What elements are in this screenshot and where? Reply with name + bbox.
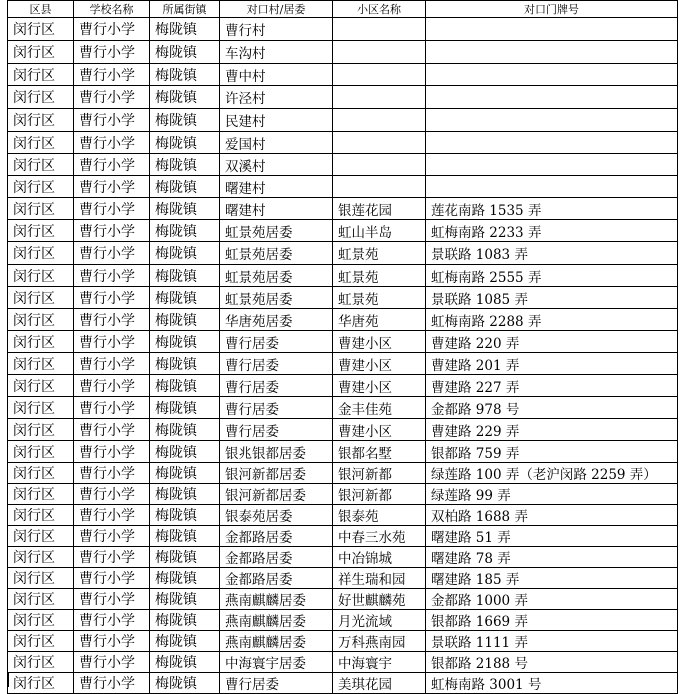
- cell-house-number: 曹建路 229 弄: [426, 419, 678, 441]
- cell-school-name: 曹行小学: [74, 176, 150, 198]
- cell-house-number: 曙建路 78 弄: [426, 547, 678, 568]
- cell-house-number: [426, 154, 678, 176]
- cell-school-name: 曹行小学: [74, 463, 150, 484]
- cell-school-name: 曹行小学: [74, 64, 150, 86]
- cell-street-town: 梅陇镇: [150, 652, 220, 673]
- cell-house-number: 虹梅南路 2555 弄: [426, 265, 678, 287]
- cell-street-town: 梅陇镇: [150, 397, 220, 419]
- table-row: [8, 589, 678, 610]
- header-school-name: 学校名称: [74, 1, 150, 18]
- table-row: [8, 419, 678, 441]
- cell-village-committee: 车沟村: [220, 41, 333, 64]
- table-row: [8, 287, 678, 309]
- school-district-table: [7, 0, 678, 694]
- cell-street-town: 梅陇镇: [150, 242, 220, 265]
- cell-street-town: 梅陇镇: [150, 375, 220, 397]
- cell-house-number: 曹建路 227 弄: [426, 375, 678, 397]
- table-row: [8, 265, 678, 287]
- cell-house-number: 银都路 2188 号: [426, 652, 678, 673]
- cell-village-committee: 曹行居委: [220, 375, 333, 397]
- table-row: [8, 353, 678, 375]
- cell-community-name: [333, 109, 426, 132]
- header-district: 区县: [8, 1, 74, 18]
- cell-house-number: 虹梅南路 2233 弄: [426, 220, 678, 242]
- cell-community-name: [333, 18, 426, 41]
- cell-district: 闵行区: [8, 18, 74, 41]
- table-row: [8, 242, 678, 265]
- cell-school-name: 曹行小学: [74, 397, 150, 419]
- cell-district: 闵行区: [8, 86, 74, 109]
- cell-village-committee: 双溪村: [220, 154, 333, 176]
- cell-school-name: 曹行小学: [74, 109, 150, 132]
- table-row: [8, 86, 678, 109]
- table-row: [8, 154, 678, 176]
- cell-house-number: 双柏路 1688 弄: [426, 505, 678, 526]
- cell-village-committee: 银泰苑居委: [220, 505, 333, 526]
- cell-village-committee: 燕南麒麟居委: [220, 631, 333, 652]
- cell-district: 闵行区: [8, 652, 74, 673]
- table-row: [8, 631, 678, 652]
- cell-village-committee: 曹行村: [220, 18, 333, 41]
- table-row: [8, 132, 678, 154]
- cell-street-town: 梅陇镇: [150, 265, 220, 287]
- cell-street-town: 梅陇镇: [150, 109, 220, 132]
- cell-community-name: 美琪花园: [333, 673, 426, 694]
- cell-house-number: 曙建路 51 弄: [426, 526, 678, 547]
- header-village-committee: 对口村/居委: [220, 1, 333, 18]
- cell-community-name: 月光流域: [333, 610, 426, 631]
- cell-community-name: [333, 132, 426, 154]
- cell-community-name: 银莲花园: [333, 198, 426, 220]
- cell-community-name: 好世麒麟苑: [333, 589, 426, 610]
- cell-school-name: 曹行小学: [74, 589, 150, 610]
- cell-school-name: 曹行小学: [74, 441, 150, 463]
- cell-school-name: 曹行小学: [74, 673, 150, 694]
- cell-community-name: [333, 176, 426, 198]
- cell-school-name: 曹行小学: [74, 41, 150, 64]
- table-row: [8, 673, 678, 694]
- cell-community-name: 虹山半岛: [333, 220, 426, 242]
- cell-school-name: 曹行小学: [74, 568, 150, 589]
- cell-school-name: 曹行小学: [74, 526, 150, 547]
- cell-street-town: 梅陇镇: [150, 463, 220, 484]
- header-house-number: 对口门牌号: [426, 1, 678, 18]
- cell-school-name: 曹行小学: [74, 287, 150, 309]
- cell-school-name: 曹行小学: [74, 18, 150, 41]
- cell-street-town: 梅陇镇: [150, 505, 220, 526]
- cell-school-name: 曹行小学: [74, 375, 150, 397]
- cell-house-number: 金都路 978 号: [426, 397, 678, 419]
- cell-village-committee: 金都路居委: [220, 568, 333, 589]
- cell-street-town: 梅陇镇: [150, 526, 220, 547]
- cell-school-name: 曹行小学: [74, 242, 150, 265]
- cell-school-name: 曹行小学: [74, 154, 150, 176]
- cell-school-name: 曹行小学: [74, 309, 150, 331]
- cell-house-number: 景联路 1085 弄: [426, 287, 678, 309]
- cell-village-committee: 华唐苑居委: [220, 309, 333, 331]
- cell-street-town: 梅陇镇: [150, 41, 220, 64]
- cell-house-number: 银都路 1669 弄: [426, 610, 678, 631]
- cell-street-town: 梅陇镇: [150, 610, 220, 631]
- table-row: [8, 397, 678, 419]
- cell-community-name: [333, 86, 426, 109]
- cell-house-number: 银都路 759 弄: [426, 441, 678, 463]
- table-row: [8, 375, 678, 397]
- cell-community-name: 中冶锦城: [333, 547, 426, 568]
- cell-street-town: 梅陇镇: [150, 154, 220, 176]
- cell-district: 闵行区: [8, 484, 74, 505]
- cell-street-town: 梅陇镇: [150, 331, 220, 353]
- cell-village-committee: 曙建村: [220, 198, 333, 220]
- cell-school-name: 曹行小学: [74, 353, 150, 375]
- table-row: [8, 220, 678, 242]
- table-body: [8, 18, 678, 694]
- cell-community-name: 虹景苑: [333, 265, 426, 287]
- cell-street-town: 梅陇镇: [150, 198, 220, 220]
- cell-district: 闵行区: [8, 176, 74, 198]
- cell-street-town: 梅陇镇: [150, 176, 220, 198]
- cell-village-committee: 中海寰宇居委: [220, 652, 333, 673]
- cell-community-name: 银都名墅: [333, 441, 426, 463]
- cell-school-name: 曹行小学: [74, 198, 150, 220]
- table-row: [8, 484, 678, 505]
- cell-house-number: 虹梅南路 3001 号: [426, 673, 678, 694]
- cell-village-committee: 曹中村: [220, 64, 333, 86]
- cell-village-committee: 曹行居委: [220, 419, 333, 441]
- cell-street-town: 梅陇镇: [150, 64, 220, 86]
- cell-school-name: 曹行小学: [74, 505, 150, 526]
- header-row: [8, 1, 678, 18]
- cell-house-number: 景联路 1111 弄: [426, 631, 678, 652]
- cell-street-town: 梅陇镇: [150, 673, 220, 694]
- cell-street-town: 梅陇镇: [150, 441, 220, 463]
- cell-house-number: [426, 109, 678, 132]
- cell-street-town: 梅陇镇: [150, 419, 220, 441]
- cell-village-committee: 民建村: [220, 109, 333, 132]
- cell-school-name: 曹行小学: [74, 484, 150, 505]
- cell-school-name: 曹行小学: [74, 265, 150, 287]
- cell-street-town: 梅陇镇: [150, 589, 220, 610]
- cell-street-town: 梅陇镇: [150, 568, 220, 589]
- cell-community-name: [333, 41, 426, 64]
- cell-village-committee: 曹行居委: [220, 331, 333, 353]
- cell-district: 闵行区: [8, 397, 74, 419]
- cell-house-number: [426, 41, 678, 64]
- table-row: [8, 441, 678, 463]
- table-row: [8, 652, 678, 673]
- cell-community-name: 虹景苑: [333, 287, 426, 309]
- cell-district: 闵行区: [8, 287, 74, 309]
- cell-village-committee: 燕南麒麟居委: [220, 610, 333, 631]
- cell-district: 闵行区: [8, 547, 74, 568]
- cell-district: 闵行区: [8, 242, 74, 265]
- cell-district: 闵行区: [8, 109, 74, 132]
- cell-street-town: 梅陇镇: [150, 220, 220, 242]
- cell-house-number: [426, 132, 678, 154]
- cell-school-name: 曹行小学: [74, 652, 150, 673]
- cell-school-name: 曹行小学: [74, 132, 150, 154]
- cell-community-name: 银泰苑: [333, 505, 426, 526]
- cell-school-name: 曹行小学: [74, 419, 150, 441]
- cell-district: 闵行区: [8, 419, 74, 441]
- cell-village-committee: 曹行居委: [220, 673, 333, 694]
- cell-village-committee: 许泾村: [220, 86, 333, 109]
- cell-house-number: [426, 86, 678, 109]
- cell-village-committee: 爱国村: [220, 132, 333, 154]
- cell-community-name: 银河新都: [333, 484, 426, 505]
- table-row: [8, 610, 678, 631]
- cell-district: 闵行区: [8, 64, 74, 86]
- cell-house-number: [426, 176, 678, 198]
- table-row: [8, 309, 678, 331]
- table-row: [8, 547, 678, 568]
- cell-school-name: 曹行小学: [74, 610, 150, 631]
- cell-village-committee: 虹景苑居委: [220, 287, 333, 309]
- table-row: [8, 176, 678, 198]
- cell-street-town: 梅陇镇: [150, 18, 220, 41]
- cell-village-committee: 银河新都居委: [220, 463, 333, 484]
- cell-district: 闵行区: [8, 526, 74, 547]
- cell-school-name: 曹行小学: [74, 86, 150, 109]
- cell-district: 闵行区: [8, 353, 74, 375]
- cell-village-committee: 银兆银都居委: [220, 441, 333, 463]
- cell-house-number: 金都路 1000 弄: [426, 589, 678, 610]
- cell-district: 闵行区: [8, 610, 74, 631]
- cell-school-name: 曹行小学: [74, 631, 150, 652]
- cell-street-town: 梅陇镇: [150, 353, 220, 375]
- cell-village-committee: 金都路居委: [220, 526, 333, 547]
- cell-house-number: [426, 64, 678, 86]
- cell-community-name: 金丰佳苑: [333, 397, 426, 419]
- cell-community-name: [333, 64, 426, 86]
- table-row: [8, 331, 678, 353]
- cell-village-committee: 虹景苑居委: [220, 220, 333, 242]
- cell-district: 闵行区: [8, 631, 74, 652]
- cell-house-number: 绿莲路 100 弄（老沪闵路 2259 弄）: [426, 463, 678, 484]
- cell-village-committee: 曹行居委: [220, 397, 333, 419]
- table-row: [8, 568, 678, 589]
- cell-community-name: [333, 154, 426, 176]
- cell-district: 闵行区: [8, 505, 74, 526]
- cell-district: 闵行区: [8, 154, 74, 176]
- cell-village-committee: 燕南麒麟居委: [220, 589, 333, 610]
- cell-school-name: 曹行小学: [74, 547, 150, 568]
- cell-house-number: 曙建路 185 弄: [426, 568, 678, 589]
- cell-district: 闵行区: [8, 441, 74, 463]
- cell-community-name: 银河新都: [333, 463, 426, 484]
- cell-district: 闵行区: [8, 265, 74, 287]
- cell-district: 闵行区: [8, 220, 74, 242]
- cell-house-number: [426, 18, 678, 41]
- cell-village-committee: 银河新都居委: [220, 484, 333, 505]
- table-row: [8, 463, 678, 484]
- cell-village-committee: 曹行居委: [220, 353, 333, 375]
- cell-street-town: 梅陇镇: [150, 631, 220, 652]
- cell-district: 闵行区: [8, 673, 74, 694]
- cell-street-town: 梅陇镇: [150, 309, 220, 331]
- cell-village-committee: 虹景苑居委: [220, 242, 333, 265]
- table-row: [8, 198, 678, 220]
- cell-village-committee: 虹景苑居委: [220, 265, 333, 287]
- cell-house-number: 绿莲路 99 弄: [426, 484, 678, 505]
- cell-house-number: 莲花南路 1535 弄: [426, 198, 678, 220]
- cell-community-name: 曹建小区: [333, 419, 426, 441]
- header-street-town: 所属街镇: [150, 1, 220, 18]
- table-row: [8, 109, 678, 132]
- cell-district: 闵行区: [8, 331, 74, 353]
- cell-community-name: 曹建小区: [333, 331, 426, 353]
- cell-street-town: 梅陇镇: [150, 132, 220, 154]
- cell-street-town: 梅陇镇: [150, 287, 220, 309]
- cell-street-town: 梅陇镇: [150, 484, 220, 505]
- cell-community-name: 曹建小区: [333, 353, 426, 375]
- cell-community-name: 中海寰宇: [333, 652, 426, 673]
- cell-community-name: 祥生瑞和园: [333, 568, 426, 589]
- cell-house-number: 曹建路 220 弄: [426, 331, 678, 353]
- cell-district: 闵行区: [8, 568, 74, 589]
- cell-community-name: 虹景苑: [333, 242, 426, 265]
- table-row: [8, 505, 678, 526]
- header-community-name: 小区名称: [333, 1, 426, 18]
- cell-school-name: 曹行小学: [74, 220, 150, 242]
- cell-house-number: 景联路 1083 弄: [426, 242, 678, 265]
- cell-house-number: 曹建路 201 弄: [426, 353, 678, 375]
- cell-house-number: 虹梅南路 2288 弄: [426, 309, 678, 331]
- cell-district: 闵行区: [8, 309, 74, 331]
- cell-district: 闵行区: [8, 132, 74, 154]
- cell-district: 闵行区: [8, 463, 74, 484]
- cell-district: 闵行区: [8, 589, 74, 610]
- cell-street-town: 梅陇镇: [150, 547, 220, 568]
- cell-street-town: 梅陇镇: [150, 86, 220, 109]
- table-row: [8, 41, 678, 64]
- cell-school-name: 曹行小学: [74, 331, 150, 353]
- cell-district: 闵行区: [8, 375, 74, 397]
- text-cursor: [8, 673, 9, 687]
- cell-district: 闵行区: [8, 198, 74, 220]
- cell-district: 闵行区: [8, 41, 74, 64]
- cell-community-name: 华唐苑: [333, 309, 426, 331]
- table-row: [8, 526, 678, 547]
- cell-community-name: 曹建小区: [333, 375, 426, 397]
- table-row: [8, 64, 678, 86]
- cell-village-committee: 金都路居委: [220, 547, 333, 568]
- cell-community-name: 万科燕南园: [333, 631, 426, 652]
- table-row: [8, 18, 678, 41]
- cell-community-name: 中春三水苑: [333, 526, 426, 547]
- cell-village-committee: 曙建村: [220, 176, 333, 198]
